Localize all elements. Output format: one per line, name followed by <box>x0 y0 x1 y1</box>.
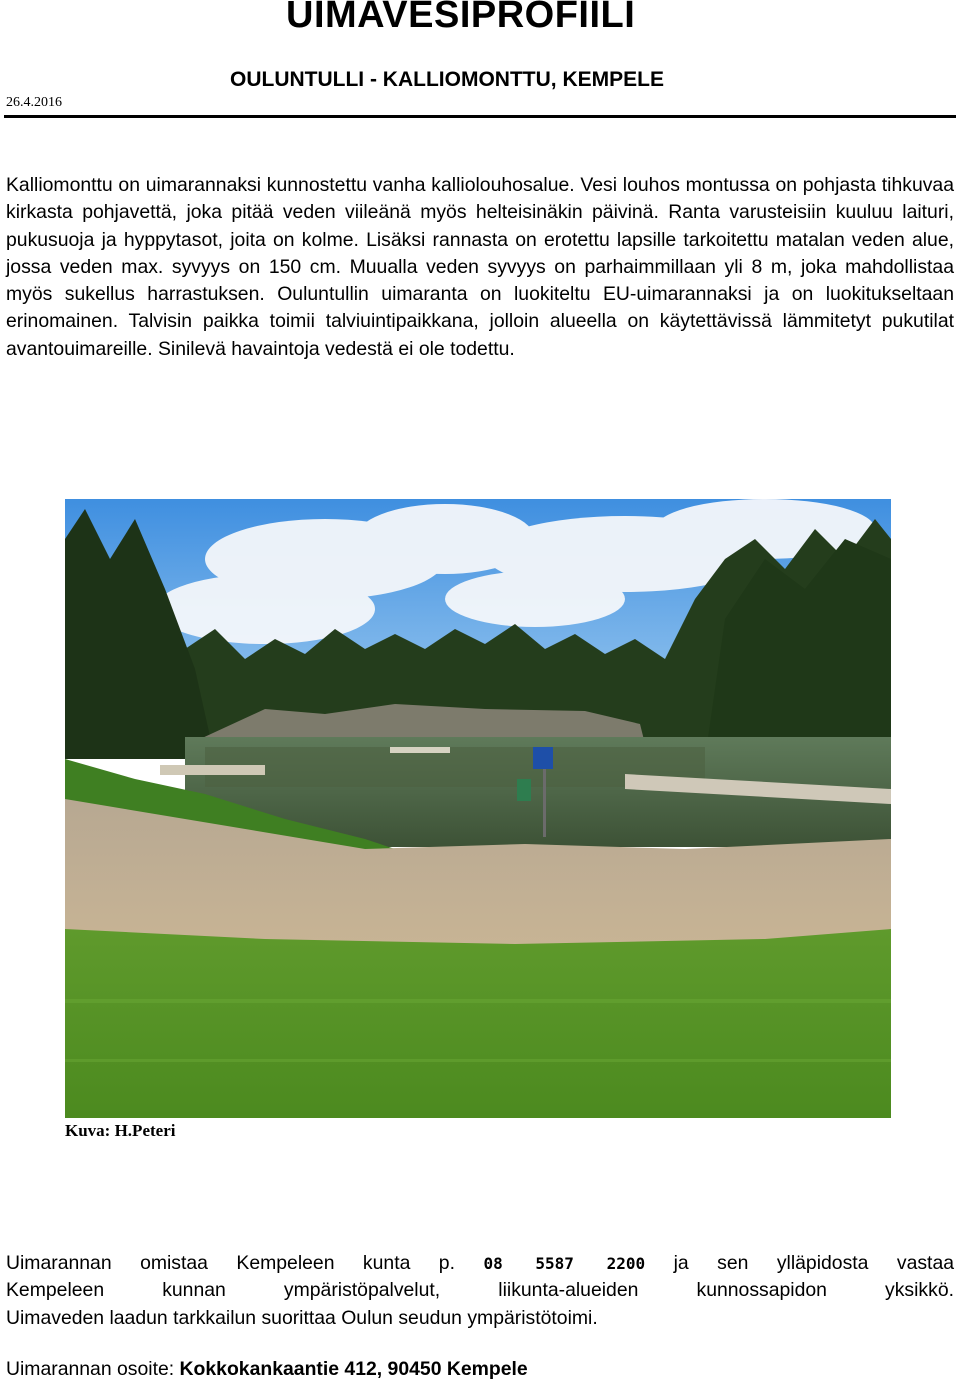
address-value: Kokkokankaantie 412, 90450 Kempele <box>179 1358 528 1380</box>
document-subtitle: OULUNTULLI - KALLIOMONTTU, KEMPELE <box>230 68 664 91</box>
owner-text-before: Uimarannan omistaa Kempeleen kunta p. <box>6 1252 455 1274</box>
photo-credit: Kuva: H.Peteri <box>65 1121 176 1140</box>
beach-photo <box>65 499 891 1118</box>
owner-line-2: Kempeleen kunnan ympäristöpalvelut, liikunta-alueiden kunnossapidon yksikkö. <box>6 1279 954 1302</box>
beach-address <box>6 1358 528 1381</box>
document-date: 26.4.2016 <box>6 95 62 110</box>
description-paragraph: Kalliomonttu on uimarannaksi kunnostettu vanha kalliolouhosalue. Vesi louhos montussa on pohjasta tihkuvaa kirkasta pohjavettä, joka pitää veden viileänä myös helteisinäkin päivinä. Ranta varusteisiin kuuluu laituri, pukusuoja ja hyppytasot, joita on kolme. Lisäksi rannasta on erotettu lapsille tarkoitettu matalan veden alue, jossa veden max. syvyys on 150 cm. Muualla veden syvyys on parhaimmillaan yli 8 m, joka mahdollistaa myös sukellus harrastuksen. Ouluntullin uimaranta on luokiteltu EU-uimarannaksi ja on luokitukseltaan erinomainen. Talvisin paikka toimii talviuintipaikkana, jolloin alueella on käytettävissä lämmitetyt pukutilat avantouimareille. Sinilevä havaintoja vedestä ei ole todettu. <box>6 174 954 360</box>
document-title: UIMAVESIPROFIILI <box>286 0 636 36</box>
owner-paragraph <box>6 1250 954 1332</box>
address-label: Uimarannan osoite: <box>6 1358 175 1380</box>
owner-text-after: ja sen ylläpidosta vastaa <box>673 1252 955 1274</box>
owner-line-1 <box>6 1250 954 1277</box>
owner-line-3: Uimaveden laadun tarkkailun suorittaa Oulun seudun ympäristötoimi. <box>6 1306 598 1329</box>
owner-phone: 08 5587 2200 <box>483 1254 646 1273</box>
header-divider <box>4 115 956 118</box>
